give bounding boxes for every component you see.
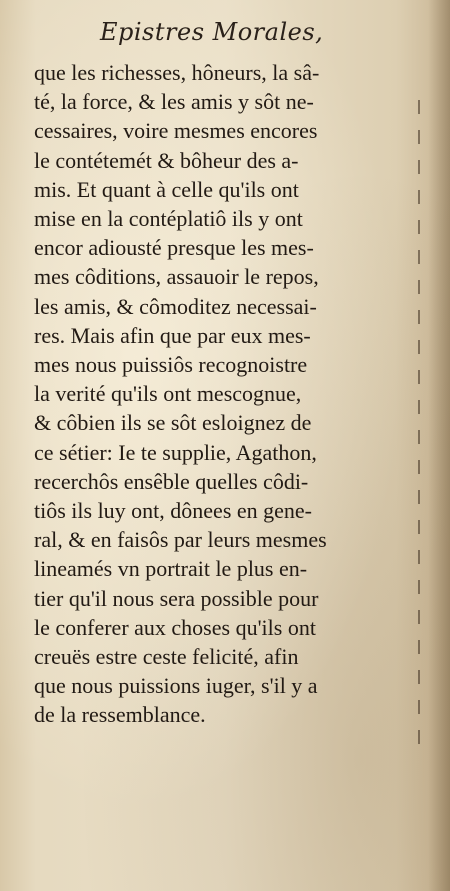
text-line: mes nous puissiôs recognoistre [34, 352, 308, 378]
text-line: tier qu'il nous sera possible pour [34, 585, 319, 611]
text-line: que nous puissions iuger, s'il y a [34, 673, 318, 699]
page-edge-shadow [428, 0, 450, 891]
text-line: encor adiousté presque les mes- [34, 235, 314, 261]
text-line: ce sétier: Ie te supplie, Agathon, [34, 439, 317, 465]
running-title: Epistres Morales, [100, 18, 324, 46]
text-line: le contétemét & bôheur des a- [34, 147, 299, 173]
text-line: de la ressemblance. [34, 702, 206, 728]
text-line: tiôs ils luy ont, dônees en gene- [34, 498, 313, 524]
page-edge-marks [418, 100, 420, 750]
body-text [34, 58, 414, 730]
text-line: que les richesses, hôneurs, la sâ- [34, 60, 320, 85]
text-line: creuës estre ceste felicité, afin [34, 644, 299, 670]
text-line: les amis, & cômoditez necessai- [34, 293, 317, 319]
text-line: té, la force, & les amis y sôt ne- [34, 89, 314, 115]
text-line: recerchôs ensêble quelles côdi- [34, 468, 309, 494]
text-line: res. Mais afin que par eux mes- [34, 322, 311, 348]
text-line: mise en la contéplatiô ils y ont [34, 206, 303, 232]
text-line: mis. Et quant à celle qu'ils ont [34, 176, 299, 202]
text-line: mes côditions, assauoir le repos, [34, 264, 319, 290]
text-line: ral, & en faisôs par leurs mesmes [34, 527, 327, 553]
text-line: le conferer aux choses qu'ils ont [34, 614, 316, 640]
text-line: la verité qu'ils ont mescognue, [34, 381, 302, 407]
text-line: cessaires, voire mesmes encores [34, 118, 318, 144]
text-line: lineamés vn portrait le plus en- [34, 556, 308, 582]
text-line: & côbien ils se sôt esloignez de [34, 410, 312, 436]
